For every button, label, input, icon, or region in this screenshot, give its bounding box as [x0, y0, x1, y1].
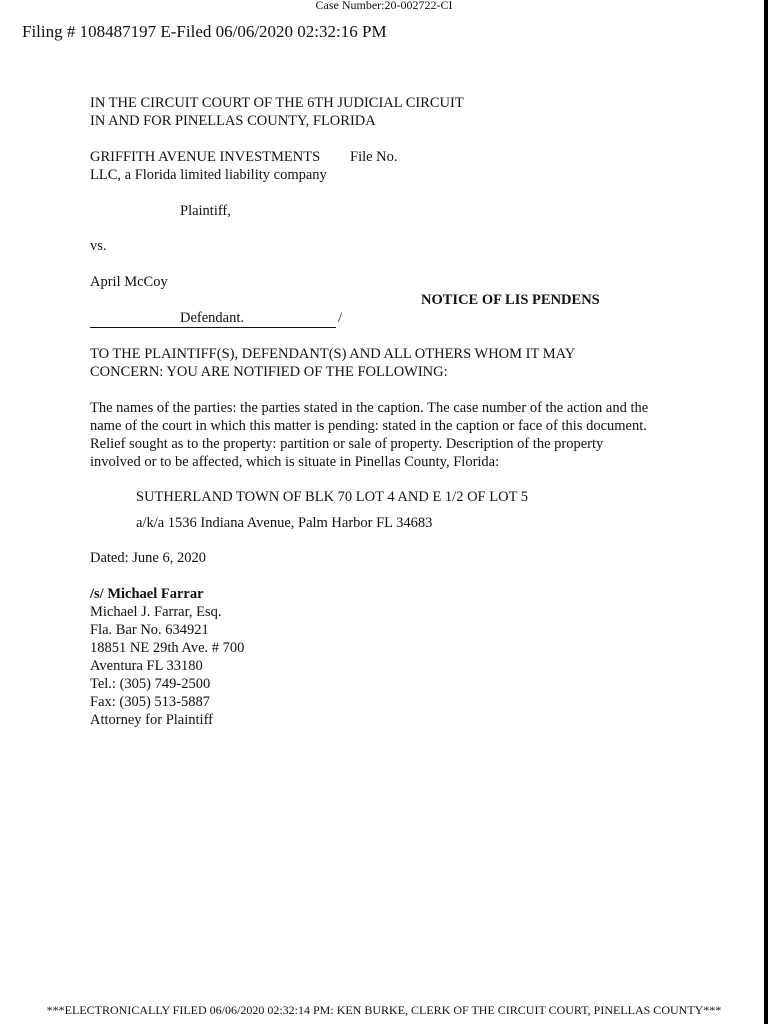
- body-line: involved or to be affected, which is situate in Pinellas County, Florida:: [90, 454, 500, 470]
- file-number-label: File No.: [350, 149, 398, 165]
- attorney-address-line-1: 18851 NE 29th Ave. # 700: [90, 640, 245, 656]
- plaintiff-name-line-2: LLC, a Florida limited liability company: [90, 167, 327, 183]
- bar-number: Fla. Bar No. 634921: [90, 622, 209, 638]
- attorney-fax: Fax: (305) 513-5887: [90, 694, 211, 710]
- notice-line-2: CONCERN: YOU ARE NOTIFIED OF THE FOLLOWING:: [90, 364, 448, 380]
- defendant-name: April McCoy: [90, 274, 168, 290]
- body-line: The names of the parties: the parties stated in the caption. The case number of the action and the: [90, 400, 649, 416]
- signature-line: /s/ Michael Farrar: [90, 586, 204, 602]
- case-number-stamp: Case Number:20-002722-CI: [315, 0, 453, 12]
- property-legal-description: SUTHERLAND TOWN OF BLK 70 LOT 4 AND E 1/2 OF LOT 5: [136, 489, 529, 505]
- page-edge-border: [764, 0, 768, 1024]
- plaintiff-name-line-1: GRIFFITH AVENUE INVESTMENTS: [90, 149, 321, 165]
- body-line: Relief sought as to the property: partition or sale of property. Description of the property: [90, 436, 604, 452]
- filing-header: Filing # 108487197 E-Filed 06/06/2020 02:32:16 PM: [22, 22, 387, 41]
- dated-line: Dated: June 6, 2020: [90, 550, 206, 566]
- defendant-caption-line: [90, 309, 342, 328]
- court-name-line-1: IN THE CIRCUIT COURT OF THE 6TH JUDICIAL CIRCUIT: [90, 95, 464, 111]
- document-title: NOTICE OF LIS PENDENS: [421, 292, 600, 308]
- electronic-filing-footer: ***ELECTRONICALLY FILED 06/06/2020 02:32:14 PM: KEN BURKE, CLERK OF THE CIRCUIT COURT, PINELLAS COUNTY***: [46, 1003, 722, 1017]
- court-name-line-2: IN AND FOR PINELLAS COUNTY, FLORIDA: [90, 113, 376, 129]
- attorney-name: Michael J. Farrar, Esq.: [90, 604, 222, 620]
- attorney-address-line-2: Aventura FL 33180: [90, 658, 203, 674]
- plaintiff-role: Plaintiff,: [180, 203, 231, 219]
- body-line: name of the court in which this matter is pending: stated in the caption or face of this document.: [90, 418, 647, 434]
- defendant-role: Defendant.: [90, 309, 336, 328]
- caption-slash: /: [338, 310, 343, 326]
- attorney-telephone: Tel.: (305) 749-2500: [90, 676, 211, 692]
- notice-line-1: TO THE PLAINTIFF(S), DEFENDANT(S) AND ALL OTHERS WHOM IT MAY: [90, 346, 576, 362]
- attorney-role: Attorney for Plaintiff: [90, 712, 213, 728]
- versus: vs.: [90, 238, 107, 254]
- property-address: a/k/a 1536 Indiana Avenue, Palm Harbor FL 34683: [136, 515, 433, 531]
